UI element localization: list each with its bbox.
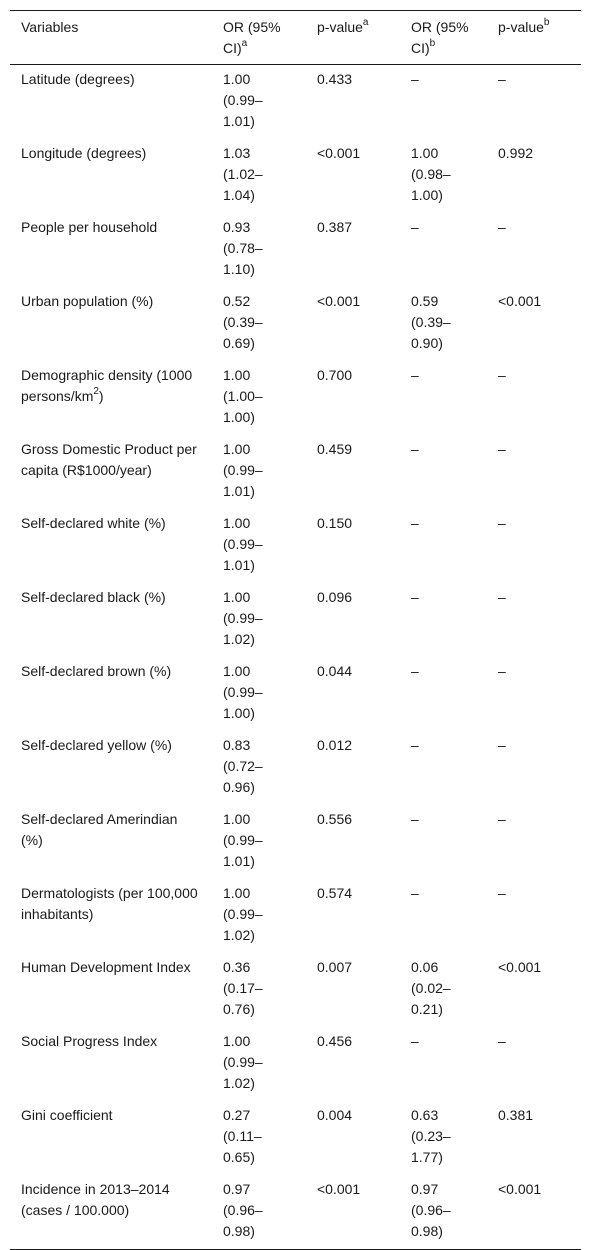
cell-or-model-a: 1.03 (1.02–1.04) — [223, 145, 263, 203]
cell-or-model-a: 1.00 (0.99–1.01) — [223, 71, 263, 129]
table-row — [10, 1101, 581, 1175]
table-row — [10, 953, 581, 1027]
cell-or-model-b: – — [411, 885, 419, 901]
cell-variable: Gini coefficient — [21, 1107, 113, 1123]
cell-or-model-a: 1.00 (0.99–1.00) — [223, 663, 263, 721]
cell-p-value-b: <0.001 — [498, 293, 542, 309]
table-body — [10, 65, 581, 1250]
cell-p-value-b: – — [498, 441, 506, 457]
cell-p-value-b: – — [498, 515, 506, 531]
cell-variable: Human Development Index — [21, 959, 191, 975]
regression-table — [10, 10, 581, 1250]
cell-variable: Longitude (degrees) — [21, 145, 147, 161]
cell-p-value-a: 0.459 — [317, 441, 353, 457]
cell-p-value-b: – — [498, 663, 506, 679]
cell-or-model-b: 0.59 (0.39–0.90) — [411, 293, 451, 351]
cell-or-model-a: 1.00 (0.99–1.01) — [223, 811, 263, 869]
cell-variable: Self-declared brown (%) — [21, 663, 172, 679]
cell-p-value-b: 0.992 — [498, 145, 534, 161]
cell-p-value-a: <0.001 — [317, 145, 361, 161]
cell-p-value-b: – — [498, 71, 506, 87]
cell-p-value-a: 0.012 — [317, 737, 353, 753]
cell-or-model-b: – — [411, 515, 419, 531]
cell-or-model-b: 0.06 (0.02–0.21) — [411, 959, 451, 1017]
table-row — [10, 1027, 581, 1101]
cell-variable: Dermatologists (per 100,000 inhabitants) — [21, 885, 198, 922]
cell-p-value-a: 0.387 — [317, 219, 353, 235]
cell-p-value-a: 0.004 — [317, 1107, 353, 1123]
header-or-model-a: OR (95% CI)$^a$ — [223, 19, 281, 56]
cell-or-model-b: – — [411, 367, 419, 383]
table-row — [10, 361, 581, 435]
header-or-model-b: OR (95% CI)$^b$ — [411, 19, 469, 56]
cell-or-model-a: 0.52 (0.39–0.69) — [223, 293, 263, 351]
cell-or-model-a: 0.83 (0.72–0.96) — [223, 737, 263, 795]
cell-or-model-b: – — [411, 737, 419, 753]
cell-variable: Urban population (%) — [21, 293, 154, 309]
cell-p-value-a: 0.433 — [317, 71, 353, 87]
cell-p-value-b: – — [498, 367, 506, 383]
cell-p-value-a: 0.096 — [317, 589, 353, 605]
cell-or-model-b: – — [411, 811, 419, 827]
cell-variable: Social Progress Index — [21, 1033, 158, 1049]
cell-variable: Latitude (degrees) — [21, 71, 135, 87]
cell-or-model-b: – — [411, 441, 419, 457]
cell-variable: Self-declared white (%) — [21, 515, 166, 531]
cell-p-value-a: <0.001 — [317, 293, 361, 309]
cell-or-model-b: 0.97 (0.96–0.98) — [411, 1181, 451, 1239]
table-row — [10, 287, 581, 361]
cell-p-value-b: <0.001 — [498, 1181, 542, 1197]
cell-or-model-b: 0.63 (0.23–1.77) — [411, 1107, 451, 1165]
table-row — [10, 139, 581, 213]
cell-or-model-a: 1.00 (0.99–1.02) — [223, 589, 263, 647]
cell-p-value-a: 0.700 — [317, 367, 353, 383]
cell-or-model-b: – — [411, 589, 419, 605]
cell-p-value-b: – — [498, 811, 506, 827]
table-row — [10, 583, 581, 657]
cell-variable: Incidence in 2013–2014 (cases / 100.000) — [21, 1181, 170, 1218]
cell-or-model-a: 1.00 (1.00–1.00) — [223, 367, 263, 425]
cell-p-value-b: – — [498, 737, 506, 753]
table-row — [10, 213, 581, 287]
header-p-value-b: p-value$^b$ — [498, 17, 550, 35]
cell-or-model-a: 0.93 (0.78–1.10) — [223, 219, 263, 277]
cell-p-value-b: – — [498, 589, 506, 605]
cell-p-value-a: <0.001 — [317, 1181, 361, 1197]
cell-or-model-a: 1.00 (0.99–1.01) — [223, 515, 263, 573]
header-p-value-a: p-value$^a$ — [317, 17, 369, 35]
table-header — [10, 11, 581, 65]
cell-p-value-a: 0.044 — [317, 663, 353, 679]
cell-p-value-b: – — [498, 1033, 506, 1049]
cell-p-value-a: 0.574 — [317, 885, 353, 901]
table-row — [10, 805, 581, 879]
cell-or-model-a: 0.97 (0.96–0.98) — [223, 1181, 263, 1239]
cell-or-model-a: 0.27 (0.11–0.65) — [223, 1107, 262, 1165]
cell-variable: People per household — [21, 219, 158, 235]
cell-p-value-b: – — [498, 885, 506, 901]
cell-or-model-a: 0.36 (0.17–0.76) — [223, 959, 263, 1017]
cell-or-model-b: – — [411, 219, 419, 235]
cell-p-value-a: 0.007 — [317, 959, 353, 975]
cell-variable: Self-declared black (%) — [21, 589, 166, 605]
cell-or-model-a: 1.00 (0.99–1.02) — [223, 885, 263, 943]
cell-p-value-b: 0.381 — [498, 1107, 534, 1123]
cell-or-model-a: 1.00 (0.99–1.02) — [223, 1033, 263, 1091]
table-row — [10, 731, 581, 805]
table-row — [10, 657, 581, 731]
table-row — [10, 879, 581, 953]
cell-or-model-a: 1.00 (0.99–1.01) — [223, 441, 263, 499]
cell-variable: Self-declared yellow (%) — [21, 737, 172, 753]
cell-p-value-a: 0.556 — [317, 811, 353, 827]
cell-variable: Demographic density (1000 persons/$km^2$) — [21, 367, 193, 404]
table-row — [10, 1175, 581, 1250]
header-variables: Variables — [21, 19, 79, 35]
cell-or-model-b: – — [411, 663, 419, 679]
cell-p-value-b: – — [498, 219, 506, 235]
cell-or-model-b: – — [411, 1033, 419, 1049]
cell-or-model-b: 1.00 (0.98–1.00) — [411, 145, 451, 203]
cell-p-value-b: <0.001 — [498, 959, 542, 975]
table-row — [10, 509, 581, 583]
cell-or-model-b: – — [411, 71, 419, 87]
cell-variable: Self-declared Amerindian (%) — [21, 811, 178, 848]
table-row — [10, 435, 581, 509]
header-row — [10, 11, 581, 65]
table-row — [10, 65, 581, 140]
cell-p-value-a: 0.456 — [317, 1033, 353, 1049]
cell-p-value-a: 0.150 — [317, 515, 353, 531]
cell-variable: Gross Domestic Product per capita (R$1000/year) — [21, 441, 197, 478]
